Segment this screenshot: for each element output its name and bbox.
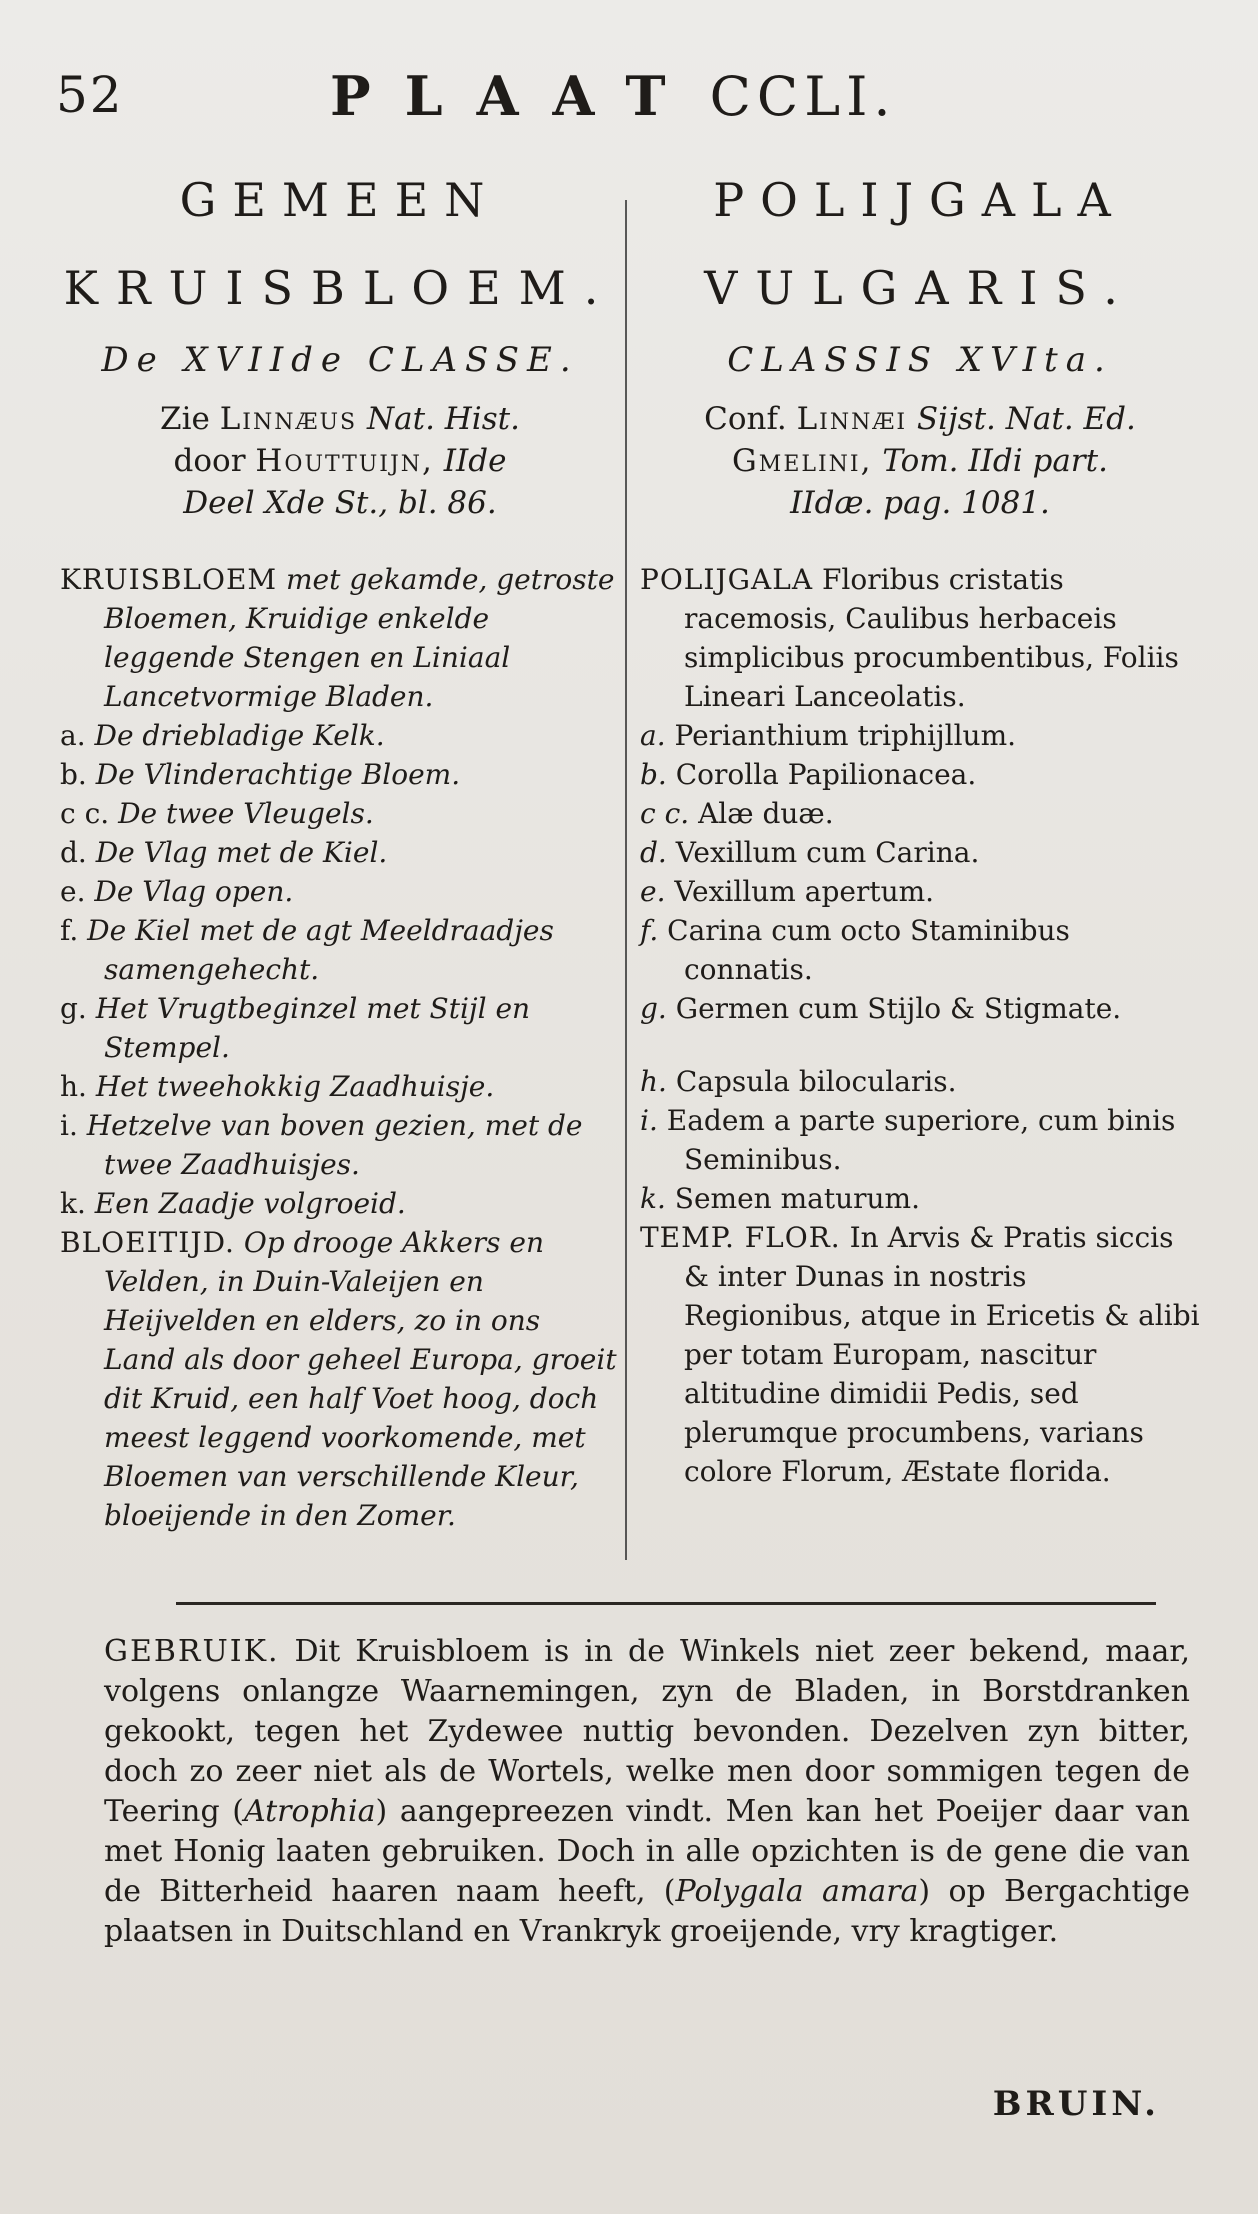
item-text: Perianthium triphijllum. bbox=[674, 719, 1017, 752]
dutch-class bbox=[60, 340, 620, 380]
latin-column bbox=[640, 156, 1200, 1491]
latin-flowering bbox=[640, 1218, 1200, 1491]
item-mark: g. bbox=[640, 992, 667, 1025]
item-mark: h. bbox=[60, 1070, 87, 1103]
usage-text-3: ) op Bergachtige plaatsen in Duitschland en Vrankryk groeijende, vry kragtiger. bbox=[104, 1874, 1190, 1949]
usage-polygala-amara: Polygala amara bbox=[675, 1874, 919, 1909]
usage-atrophia: Atrophia bbox=[243, 1794, 376, 1829]
ref-line3: Deel Xde St., bl. 86. bbox=[183, 485, 497, 521]
latin-item bbox=[640, 794, 1200, 833]
item-mark: f. bbox=[60, 914, 79, 947]
latin-title-line2: VULGARIS. bbox=[704, 261, 1136, 315]
dutch-class-prefix: De bbox=[101, 340, 165, 380]
latin-item bbox=[640, 911, 1200, 989]
item-text: De Kiel met de agt Meeldraadjes samengehecht. bbox=[87, 914, 554, 986]
usage-lead: GEBRUIK. bbox=[104, 1634, 280, 1669]
latin-title-line1: POLIJGALA bbox=[713, 173, 1127, 227]
dutch-flowering-text: Op drooge Akkers en Velden, in Duin-Valeijen en Heijvelden en elders, zo in ons Land als door geheel Europa, groeit dit Kruid, een half Voet hoog, doch meest leggend voorkomende, met Bloemen van verschillende Kleur, bloeijende in den Zomer. bbox=[104, 1226, 617, 1532]
ref-deel: IIde bbox=[443, 443, 507, 479]
ref-gmelini: Gmelini, bbox=[732, 443, 873, 479]
ref-sijst: Sijst. Nat. Ed. bbox=[916, 401, 1136, 437]
dutch-flowering bbox=[60, 1223, 620, 1535]
item-text: Het tweehokkig Zaadhuisje. bbox=[95, 1070, 495, 1103]
dutch-item bbox=[60, 794, 620, 833]
dutch-description bbox=[60, 560, 620, 716]
item-text: Alæ duæ. bbox=[698, 797, 834, 830]
item-text: De Vlinderachtige Bloem. bbox=[95, 758, 461, 791]
ref-houttuijn: Houttuijn, bbox=[255, 443, 434, 479]
item-mark: e. bbox=[640, 875, 666, 908]
ref-nat-hist: Nat. Hist. bbox=[367, 401, 520, 437]
plate-word: PLAAT bbox=[330, 64, 700, 128]
item-mark: e. bbox=[60, 875, 86, 908]
ref-door: door bbox=[173, 443, 246, 479]
item-mark: i. bbox=[640, 1104, 658, 1137]
latin-desc-text: Floribus cristatis racemosis, Caulibus herbaceis simplicibus procumbentibus, Foliis Lineari Lanceolatis. bbox=[684, 563, 1179, 713]
section-rule bbox=[176, 1602, 1156, 1605]
item-text: Eadem a parte superiore, cum binis Seminibus. bbox=[666, 1104, 1176, 1176]
dutch-entries bbox=[60, 560, 620, 1535]
dutch-item bbox=[60, 872, 620, 911]
ref-conf: Conf. bbox=[704, 401, 787, 437]
dutch-item bbox=[60, 716, 620, 755]
item-mark: b. bbox=[640, 758, 667, 791]
dutch-title-line1: GEMEEN bbox=[179, 173, 501, 227]
latin-item bbox=[640, 755, 1200, 794]
dutch-item bbox=[60, 1067, 620, 1106]
item-mark: a. bbox=[640, 719, 666, 752]
latin-entries bbox=[640, 560, 1200, 1491]
ref-zie: Zie bbox=[160, 401, 210, 437]
item-mark: i. bbox=[60, 1109, 78, 1142]
plate-title bbox=[330, 64, 897, 128]
item-mark: c c. bbox=[60, 797, 110, 830]
dutch-title-line2: KRUISBLOEM. bbox=[63, 261, 617, 315]
item-text: Vexillum cum Carina. bbox=[675, 836, 980, 869]
item-mark: d. bbox=[60, 836, 87, 869]
latin-class: CLASSIS XVIta. bbox=[727, 340, 1113, 380]
dutch-item bbox=[60, 989, 620, 1067]
dutch-item bbox=[60, 911, 620, 989]
item-text: Hetzelve van boven gezien, met de twee Zaadhuisjes. bbox=[86, 1109, 583, 1181]
item-mark: f. bbox=[640, 914, 659, 947]
item-text: De Vlag met de Kiel. bbox=[95, 836, 388, 869]
latin-item bbox=[640, 1101, 1200, 1179]
item-text: De Vlag open. bbox=[94, 875, 294, 908]
usage-paragraph bbox=[104, 1632, 1190, 1952]
item-mark: k. bbox=[60, 1187, 86, 1220]
item-text: Carina cum octo Staminibus connatis. bbox=[667, 914, 1070, 986]
latin-item bbox=[640, 1062, 1200, 1101]
dutch-flowering-lead: BLOEITIJD. bbox=[60, 1226, 235, 1259]
item-text: Een Zaadje volgroeid. bbox=[94, 1187, 406, 1220]
ref-tom: Tom. IIdi part. bbox=[882, 443, 1108, 479]
latin-desc-lead: POLIJGALA bbox=[640, 563, 814, 596]
usage-text-2: ) aangepreezen vindt. Men kan het Poeijer daar van met Honig laaten gebruiken. Doch in alle opzichten is de gene die van de Bitterheid haaren naam heeft, ( bbox=[104, 1794, 1191, 1909]
item-text: Corolla Papilionacea. bbox=[675, 758, 977, 791]
dutch-column bbox=[60, 156, 620, 1535]
latin-flowering-text: In Arvis & Pratis siccis & inter Dunas in nostris Regionibus, atque in Ericetis & alibi per totam Europam, nascitur altitudine dimidii Pedis, sed plerumque procumbens, varians colore Florum, Æstate florida. bbox=[684, 1221, 1200, 1488]
item-text: Vexillum apertum. bbox=[674, 875, 935, 908]
catchword: BRUIN. bbox=[992, 2084, 1160, 2124]
column-divider bbox=[625, 200, 627, 1560]
latin-item bbox=[640, 989, 1200, 1028]
item-mark: d. bbox=[640, 836, 667, 869]
dutch-class-word: CLASSE. bbox=[367, 340, 579, 380]
item-mark: h. bbox=[640, 1065, 667, 1098]
page-number: 52 bbox=[56, 66, 124, 124]
item-text: De driebladige Kelk. bbox=[94, 719, 385, 752]
ref-linnaeus: Linnæus bbox=[219, 401, 358, 437]
item-text: Het Vrugtbeginzel met Stijl en Stempel. bbox=[95, 992, 531, 1064]
dutch-desc-lead: KRUISBLOEM bbox=[60, 563, 278, 596]
dutch-desc-text: met gekamde, getroste Bloemen, Kruidige enkelde leggende Stengen en Liniaal Lancetvormige Bladen. bbox=[104, 563, 615, 713]
latin-item bbox=[640, 833, 1200, 872]
ref-line3-latin: IIdæ. pag. 1081. bbox=[790, 485, 1050, 521]
item-text: Capsula bilocularis. bbox=[675, 1065, 957, 1098]
latin-item bbox=[640, 716, 1200, 755]
item-text: Semen maturum. bbox=[674, 1182, 920, 1215]
latin-flowering-lead: TEMP. FLOR. bbox=[640, 1221, 841, 1254]
item-mark: b. bbox=[60, 758, 87, 791]
plate-numeral: CCLI. bbox=[709, 65, 897, 128]
item-text: De twee Vleugels. bbox=[118, 797, 374, 830]
dutch-item bbox=[60, 833, 620, 872]
dutch-reference bbox=[60, 398, 620, 524]
usage-text-1: Dit Kruisbloem is in de Winkels niet zeer bekend, maar, volgens onlangze Waarnemingen, zyn de Bladen, in Borstdranken gekookt, tegen het Zydewee nuttig bevonden. Dezelven zyn bitter, doch zo zeer niet als de Wortels, welke men door sommigen tegen de Teering ( bbox=[104, 1634, 1190, 1829]
latin-item bbox=[640, 1179, 1200, 1218]
item-mark: k. bbox=[640, 1182, 666, 1215]
dutch-class-num: XVIIde bbox=[183, 340, 350, 380]
dutch-item bbox=[60, 1184, 620, 1223]
item-mark: c c. bbox=[640, 797, 690, 830]
latin-item bbox=[640, 872, 1200, 911]
item-mark: g. bbox=[60, 992, 87, 1025]
latin-description bbox=[640, 560, 1200, 716]
dutch-item bbox=[60, 1106, 620, 1184]
item-text: Germen cum Stijlo & Stigmate. bbox=[675, 992, 1122, 1025]
ref-linnaei: Linnæi bbox=[796, 401, 908, 437]
item-mark: a. bbox=[60, 719, 86, 752]
latin-reference bbox=[640, 398, 1200, 524]
dutch-item bbox=[60, 755, 620, 794]
